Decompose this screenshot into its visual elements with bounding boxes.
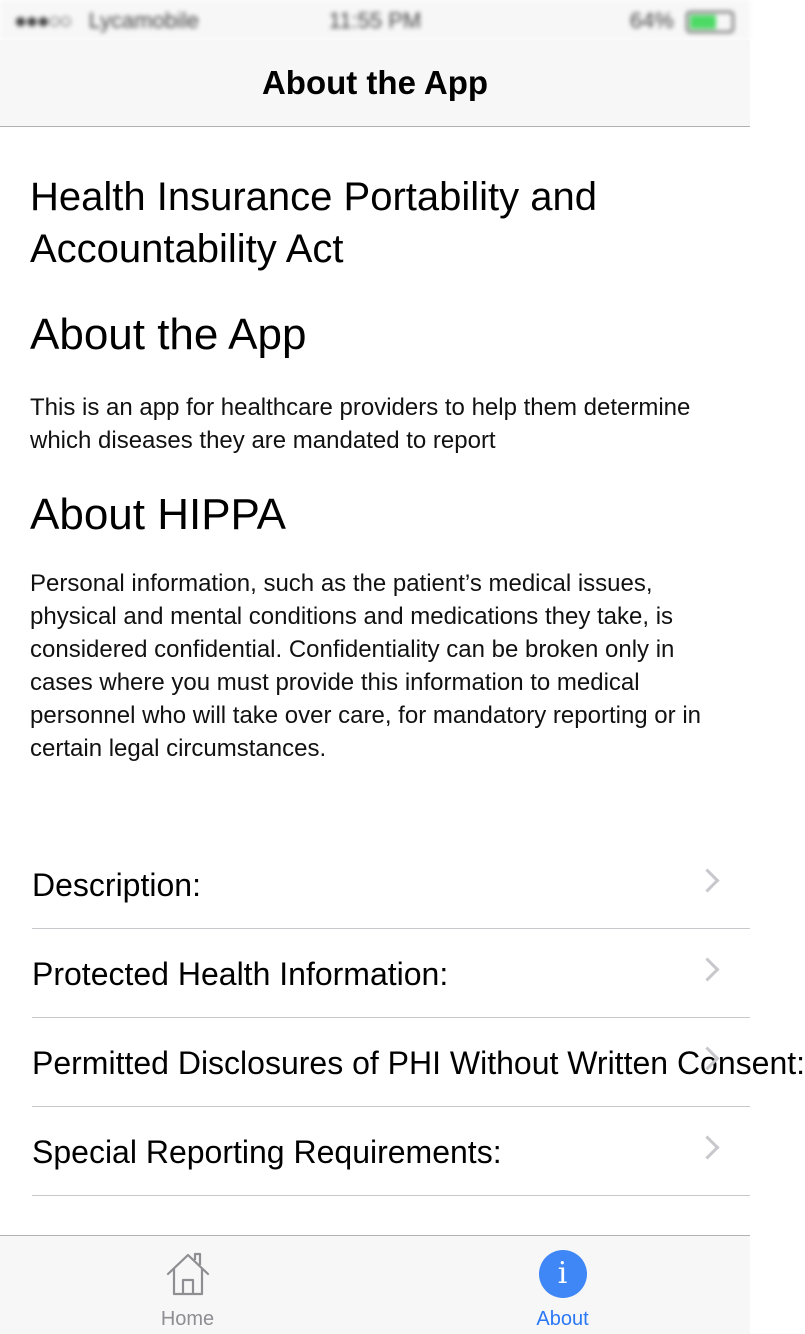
about-app-heading: About the App <box>30 310 307 359</box>
navigation-bar <box>0 40 750 127</box>
list-item-description[interactable] <box>32 840 750 929</box>
chevron-right-icon <box>695 1135 719 1159</box>
info-glyph: i <box>539 1250 587 1298</box>
list-item-label: Permitted Disclosures of PHI Without Written Consent: <box>32 1045 805 1081</box>
about-app-text: This is an app for healthcare providers to help them determine which diseases they are mandated to report <box>30 394 691 454</box>
about-hippa-text: Personal information, such as the patient’s medical issues, physical and mental conditions and medications they take, is considered confidential. Confidentiality can be broken only in cases where you must provide this information to medical personnel who will take over care, for mandatory reporting or in certain legal circumstances. <box>30 570 701 762</box>
carrier-name: Lycamobile <box>88 8 200 33</box>
tab-bar <box>0 1235 750 1334</box>
info-list <box>0 840 805 1196</box>
chevron-right-icon <box>695 868 719 892</box>
page-heading: Health Insurance Portability and Accountability Act <box>30 175 597 271</box>
list-item-permitted-disclosures[interactable] <box>32 1018 805 1107</box>
list-item-label: Special Reporting Requirements: <box>32 1134 502 1170</box>
content-scroll[interactable] <box>0 127 805 1235</box>
status-bar <box>0 0 750 40</box>
signal-icon: ●●●○○ <box>14 8 71 33</box>
status-time: 11:55 PM <box>328 8 422 33</box>
list-item-label: Protected Health Information: <box>32 956 449 992</box>
list-item-special-reporting[interactable] <box>32 1107 750 1196</box>
tab-home-label: Home <box>160 1308 215 1330</box>
nav-title: About the App <box>261 64 489 101</box>
battery-info <box>630 8 734 34</box>
tab-home[interactable] <box>0 1236 375 1334</box>
house-icon <box>0 1250 375 1302</box>
info-icon <box>375 1250 750 1302</box>
list-item-label: Description: <box>32 867 201 903</box>
list-item-protected-health-information[interactable] <box>32 929 750 1018</box>
tab-about[interactable] <box>375 1236 750 1334</box>
chevron-right-icon <box>695 957 719 981</box>
battery-percent: 64% <box>629 8 674 33</box>
tab-about-label: About <box>536 1308 589 1330</box>
battery-icon <box>686 11 734 33</box>
about-hippa-heading: About HIPPA <box>30 490 286 539</box>
